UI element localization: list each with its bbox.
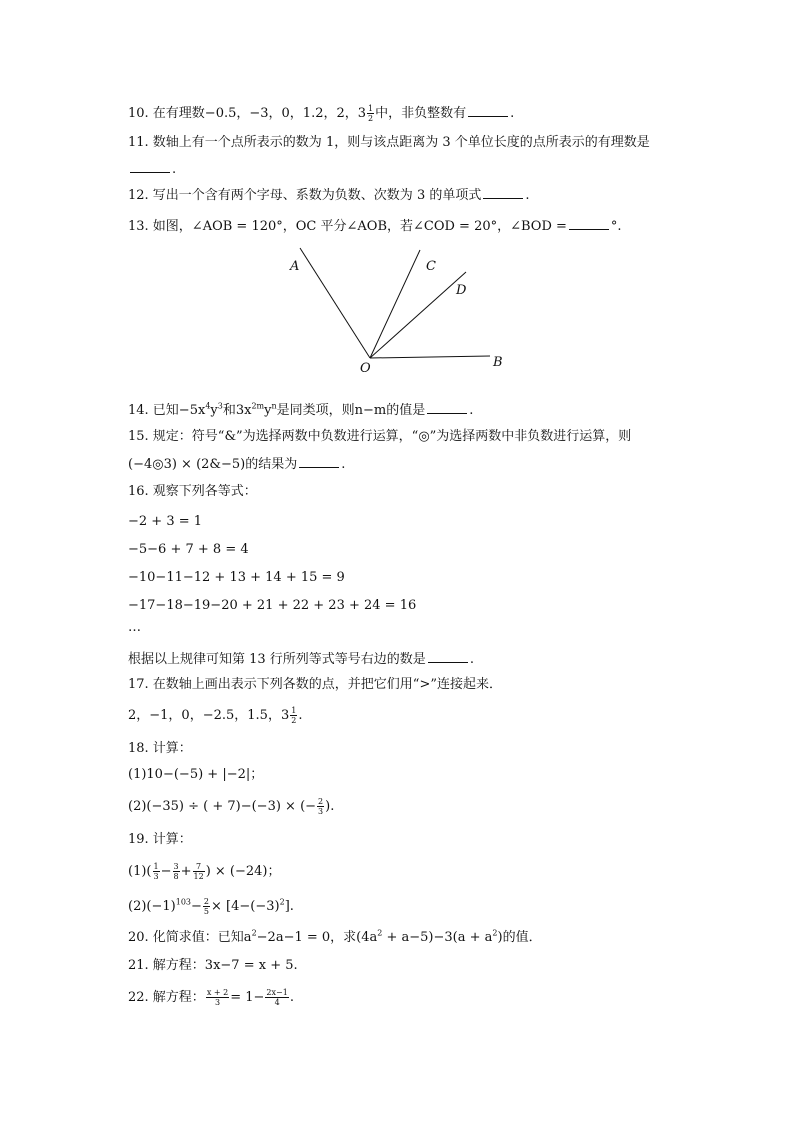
question-19-title: 19. 计算：: [128, 832, 192, 847]
fraction: $\frac{1}{3}$: [153, 862, 159, 881]
fraction: $\frac{3}{8}$: [173, 862, 179, 881]
fraction: $\frac{2x-1}{4}$: [266, 988, 288, 1007]
label-c: C: [426, 259, 436, 274]
label-a: A: [290, 259, 300, 274]
question-11-cont: .: [128, 160, 176, 179]
question-20: 20. 化简求值：已知$a^2-2a-1 = 0$，求$(4a^2 + a-5)-3(a + a^2)$的值．: [128, 928, 542, 945]
question-18-part-2: (2)(−35) ÷ ( + 7)−(−3) × (− $\frac{2}{3}$ ).: [128, 797, 335, 816]
answer-blank[interactable]: [130, 160, 170, 173]
ray-oa: [300, 248, 370, 358]
ellipsis: …: [128, 620, 141, 635]
fraction: $\frac{2}{3}$: [318, 797, 324, 816]
question-22: 22. 解方程： $\frac{x + 2}{3}$ = 1− $\frac{2x-1}{4}$ .: [128, 988, 294, 1007]
question-21: 21. 解方程：3x−7 = x + 5.: [128, 958, 298, 973]
fraction: $\frac{7}{12}$: [193, 862, 204, 881]
equation-2: −5−6 + 7 + 8 = 4: [128, 542, 249, 557]
answer-blank[interactable]: [428, 650, 468, 663]
fraction: $\frac{1}{2}$: [368, 104, 374, 123]
question-11: 11. 数轴上有一个点所表示的数为 1，则与该点距离为 3 个单位长度的点所表示的有理数是: [128, 135, 650, 150]
angle-figure: [280, 244, 520, 378]
question-15-cont: (−4◎3) × (2&−5)的结果为 .: [128, 457, 346, 472]
question-19-part-1: (1)( $\frac{1}{3}$ − $\frac{3}{8}$ + $\frac{7}{12}$ ) × (−24)；: [128, 862, 281, 881]
question-17-title: 17. 在数轴上画出表示下列各数的点，并把它们用“>”连接起来．: [128, 677, 502, 692]
question-17-numbers: 2，−1，0，−2.5，1.5，3 $\frac{1}{2}$ .: [128, 706, 303, 725]
question-19-part-2: $(2)(-1)^{103}-$ $\frac{2}{5}$ × $[4-(-3)^2]$.: [128, 897, 294, 916]
fraction: $\frac{2}{5}$: [203, 897, 210, 916]
ray-od: [370, 272, 466, 358]
equation-4: −17−18−19−20 + 21 + 22 + 23 + 24 = 16: [128, 598, 417, 613]
answer-blank[interactable]: [483, 186, 523, 199]
question-18-title: 18. 计算：: [128, 741, 192, 756]
answer-blank[interactable]: [468, 104, 508, 117]
fraction: $\frac{x + 2}{3}$: [206, 988, 229, 1007]
question-18-part-1: (1)10−(−5) + |−2|；: [128, 767, 264, 782]
question-16-title: 16. 观察下列各等式：: [128, 484, 257, 499]
label-o: O: [360, 361, 371, 376]
question-14: 14. 已知$-5x^4y^3$和$3x^{2m}y^n$是同类项，则n−m的值是 .: [128, 401, 474, 418]
question-16-ask: 根据以上规律可知第 13 行所列等式等号右边的数是 .: [128, 652, 474, 667]
answer-blank[interactable]: [569, 217, 609, 230]
label-b: B: [493, 355, 503, 370]
ray-oc: [370, 250, 420, 358]
question-13: 13. 如图，∠AOB = 120°，OC 平分∠AOB，若∠COD = 20°，∠BOD = °.: [128, 219, 622, 234]
ray-ob: [370, 356, 490, 358]
answer-blank[interactable]: [299, 455, 339, 468]
question-10: 10. 在有理数−0.5，−3，0，1.2，2，3 $\frac{1}{2}$ 中，非负整数有 .: [128, 104, 515, 123]
fraction: $\frac{1}{2}$: [291, 706, 297, 725]
question-15: 15. 规定：符号“&”为选择两数中负数进行运算，“◎”为选择两数中非负数进行运算，则: [128, 429, 632, 444]
answer-blank[interactable]: [427, 401, 467, 414]
equation-3: −10−11−12 + 13 + 14 + 15 = 9: [128, 570, 345, 585]
label-d: D: [456, 283, 467, 298]
equation-1: −2 + 3 = 1: [128, 514, 203, 529]
question-12: 12. 写出一个含有两个字母、系数为负数、次数为 3 的单项式 .: [128, 188, 530, 203]
